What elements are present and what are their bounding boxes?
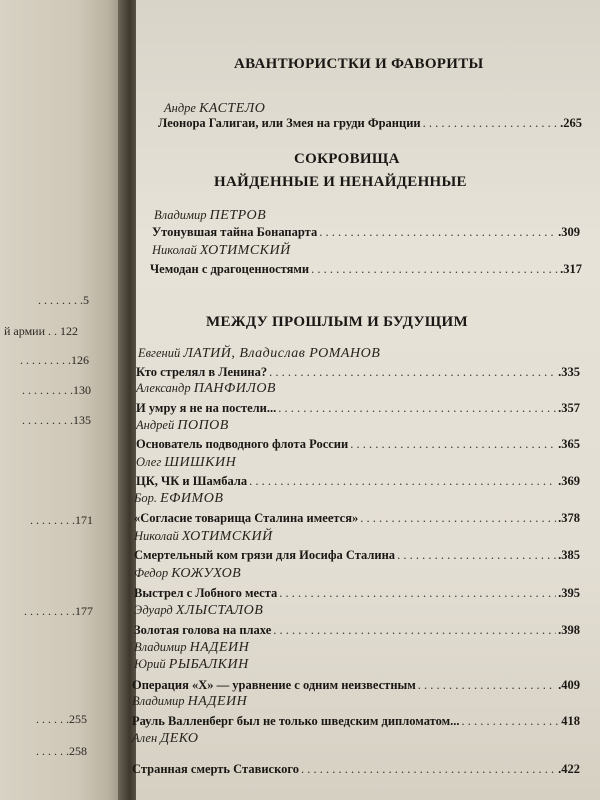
- author-first: Владимир: [134, 640, 187, 654]
- left-entry: й армии . . 122: [4, 324, 79, 338]
- leader-dots: [301, 762, 556, 777]
- entry-page: .409: [558, 678, 580, 692]
- entry-page: .335: [558, 365, 580, 379]
- author-first: Бор.: [134, 491, 157, 505]
- toc-entry: [136, 437, 580, 452]
- toc-entry: [132, 714, 580, 729]
- author-first: Ален: [132, 731, 158, 745]
- author-last: ШИШКИН: [164, 455, 237, 470]
- author-last: ЛАТИЙ, Владислав РОМАНОВ: [183, 346, 381, 361]
- author-line: [134, 640, 249, 656]
- entry-title: Чемодан с драгоценностями: [150, 262, 310, 276]
- entry-title: Золотая голова на плахе: [134, 623, 272, 637]
- author-line: [164, 101, 265, 117]
- leader-dots: [462, 714, 560, 729]
- entry-title: Операция «Х» — уравнение с одним неизвестным: [132, 678, 416, 692]
- author-first: Николай: [134, 529, 179, 543]
- left-entry: . . . . . . . . .177: [24, 604, 93, 618]
- author-first: Николай: [152, 243, 197, 257]
- left-entry: . . . . . . . .5: [38, 293, 89, 307]
- leader-dots: [319, 225, 556, 240]
- left-entry: . . . . . .255: [36, 712, 87, 726]
- entry-page: .365: [558, 437, 580, 451]
- toc-entry: [134, 623, 580, 638]
- author-last: ЕФИМОВ: [160, 491, 224, 506]
- author-line: [132, 694, 247, 710]
- author-first: Эдуард: [134, 603, 173, 617]
- author-line: [136, 455, 236, 471]
- author-line: [138, 346, 380, 362]
- left-page: [0, 0, 128, 800]
- toc-entry: [136, 401, 580, 416]
- author-first: Юрий: [134, 657, 166, 671]
- author-first: Владимир: [154, 208, 207, 222]
- author-last: ХОТИМСКИЙ: [199, 243, 291, 258]
- entry-title: «Согласие товарища Сталина имеется»: [134, 511, 359, 525]
- author-first: Олег: [136, 455, 162, 469]
- entry-page: .422: [558, 762, 580, 776]
- toc-entry: [136, 365, 580, 380]
- left-entry: . . . . . . . .171: [30, 513, 93, 527]
- entry-title: Выстрел с Лобного места: [134, 586, 278, 600]
- entry-title: Основатель подводного флота России: [136, 437, 349, 451]
- author-last: ПЕТРОВ: [209, 208, 267, 223]
- author-first: Евгений: [138, 346, 181, 360]
- entry-title: Рауль Валленберг был не только шведским дипломатом...: [132, 714, 460, 728]
- leader-dots: [273, 623, 556, 638]
- author-first: Федор: [134, 566, 169, 580]
- leader-dots: [269, 365, 556, 380]
- section-heading: СОКРОВИЩА: [294, 151, 400, 167]
- author-last: ХЛЫСТАЛОВ: [175, 603, 264, 618]
- entry-page: .265: [560, 116, 582, 130]
- toc-entry: [132, 678, 580, 693]
- entry-page: 418: [561, 714, 580, 728]
- leader-dots: [279, 586, 556, 601]
- leader-dots: [360, 511, 556, 526]
- entry-title: Леонора Галигаи, или Змея на груди Франции: [158, 116, 421, 130]
- author-line: [136, 418, 229, 434]
- leader-dots: [397, 548, 556, 563]
- toc-entry: [158, 116, 582, 131]
- author-last: ПАНФИЛОВ: [193, 381, 276, 396]
- author-line: [132, 731, 199, 747]
- author-last: КАСТЕЛО: [199, 101, 266, 116]
- entry-title: Смертельный ком грязи для Иосифа Сталина: [134, 548, 396, 562]
- author-first: Александр: [136, 381, 191, 395]
- author-line: [134, 491, 223, 507]
- leader-dots: [249, 474, 556, 489]
- entry-title: Утонувшая тайна Бонапарта: [152, 225, 318, 239]
- leader-dots: [418, 678, 556, 693]
- toc-entry: [132, 762, 580, 777]
- right-page: [132, 0, 600, 800]
- leader-dots: [423, 116, 559, 131]
- entry-page: .369: [558, 474, 580, 488]
- entry-title: И умру я не на постели...: [136, 401, 277, 415]
- section-heading: НАЙДЕННЫЕ И НЕНАЙДЕННЫЕ: [214, 174, 467, 190]
- entry-title: Кто стрелял в Ленина?: [136, 365, 268, 379]
- author-last: НАДЕИН: [187, 694, 248, 709]
- author-line: [152, 243, 291, 259]
- author-line: [134, 566, 241, 582]
- entry-title: Странная смерть Ставиского: [132, 762, 299, 776]
- author-line: [134, 603, 263, 619]
- author-last: КОЖУХОВ: [171, 566, 242, 581]
- left-entry: . . . . . .258: [36, 744, 87, 758]
- toc-entry: [134, 586, 580, 601]
- toc-entry: [136, 474, 580, 489]
- toc-entry: [150, 262, 582, 277]
- toc-entry: [152, 225, 580, 240]
- section-heading: МЕЖДУ ПРОШЛЫМ И БУДУЩИМ: [206, 314, 468, 330]
- author-line: [154, 208, 266, 224]
- section-heading: АВАНТЮРИСТКИ И ФАВОРИТЫ: [234, 56, 484, 72]
- author-last: ХОТИМСКИЙ: [181, 529, 273, 544]
- leader-dots: [311, 262, 558, 277]
- entry-page: .317: [560, 262, 582, 276]
- leader-dots: [350, 437, 556, 452]
- author-last: НАДЕИН: [189, 640, 250, 655]
- left-entry: . . . . . . . . .130: [22, 383, 91, 397]
- entry-page: .398: [558, 623, 580, 637]
- entry-page: .385: [558, 548, 580, 562]
- toc-entry: [134, 548, 580, 563]
- author-line: [134, 657, 249, 673]
- leader-dots: [278, 401, 556, 416]
- entry-title: ЦК, ЧК и Шамбала: [136, 474, 248, 488]
- author-last: ДЕКО: [160, 731, 199, 746]
- entry-page: .378: [558, 511, 580, 525]
- author-last: ПОПОВ: [177, 418, 229, 433]
- author-last: РЫБАЛКИН: [168, 657, 249, 672]
- left-entry: . . . . . . . . .135: [22, 413, 91, 427]
- author-line: [134, 529, 273, 545]
- left-entry: . . . . . . . . .126: [20, 353, 89, 367]
- toc-entry: [134, 511, 580, 526]
- entry-page: .395: [558, 586, 580, 600]
- author-line: [136, 381, 276, 397]
- entry-page: .309: [558, 225, 580, 239]
- entry-page: .357: [558, 401, 580, 415]
- author-first: Андре: [164, 101, 196, 115]
- author-first: Андрей: [136, 418, 175, 432]
- author-first: Владимир: [132, 694, 185, 708]
